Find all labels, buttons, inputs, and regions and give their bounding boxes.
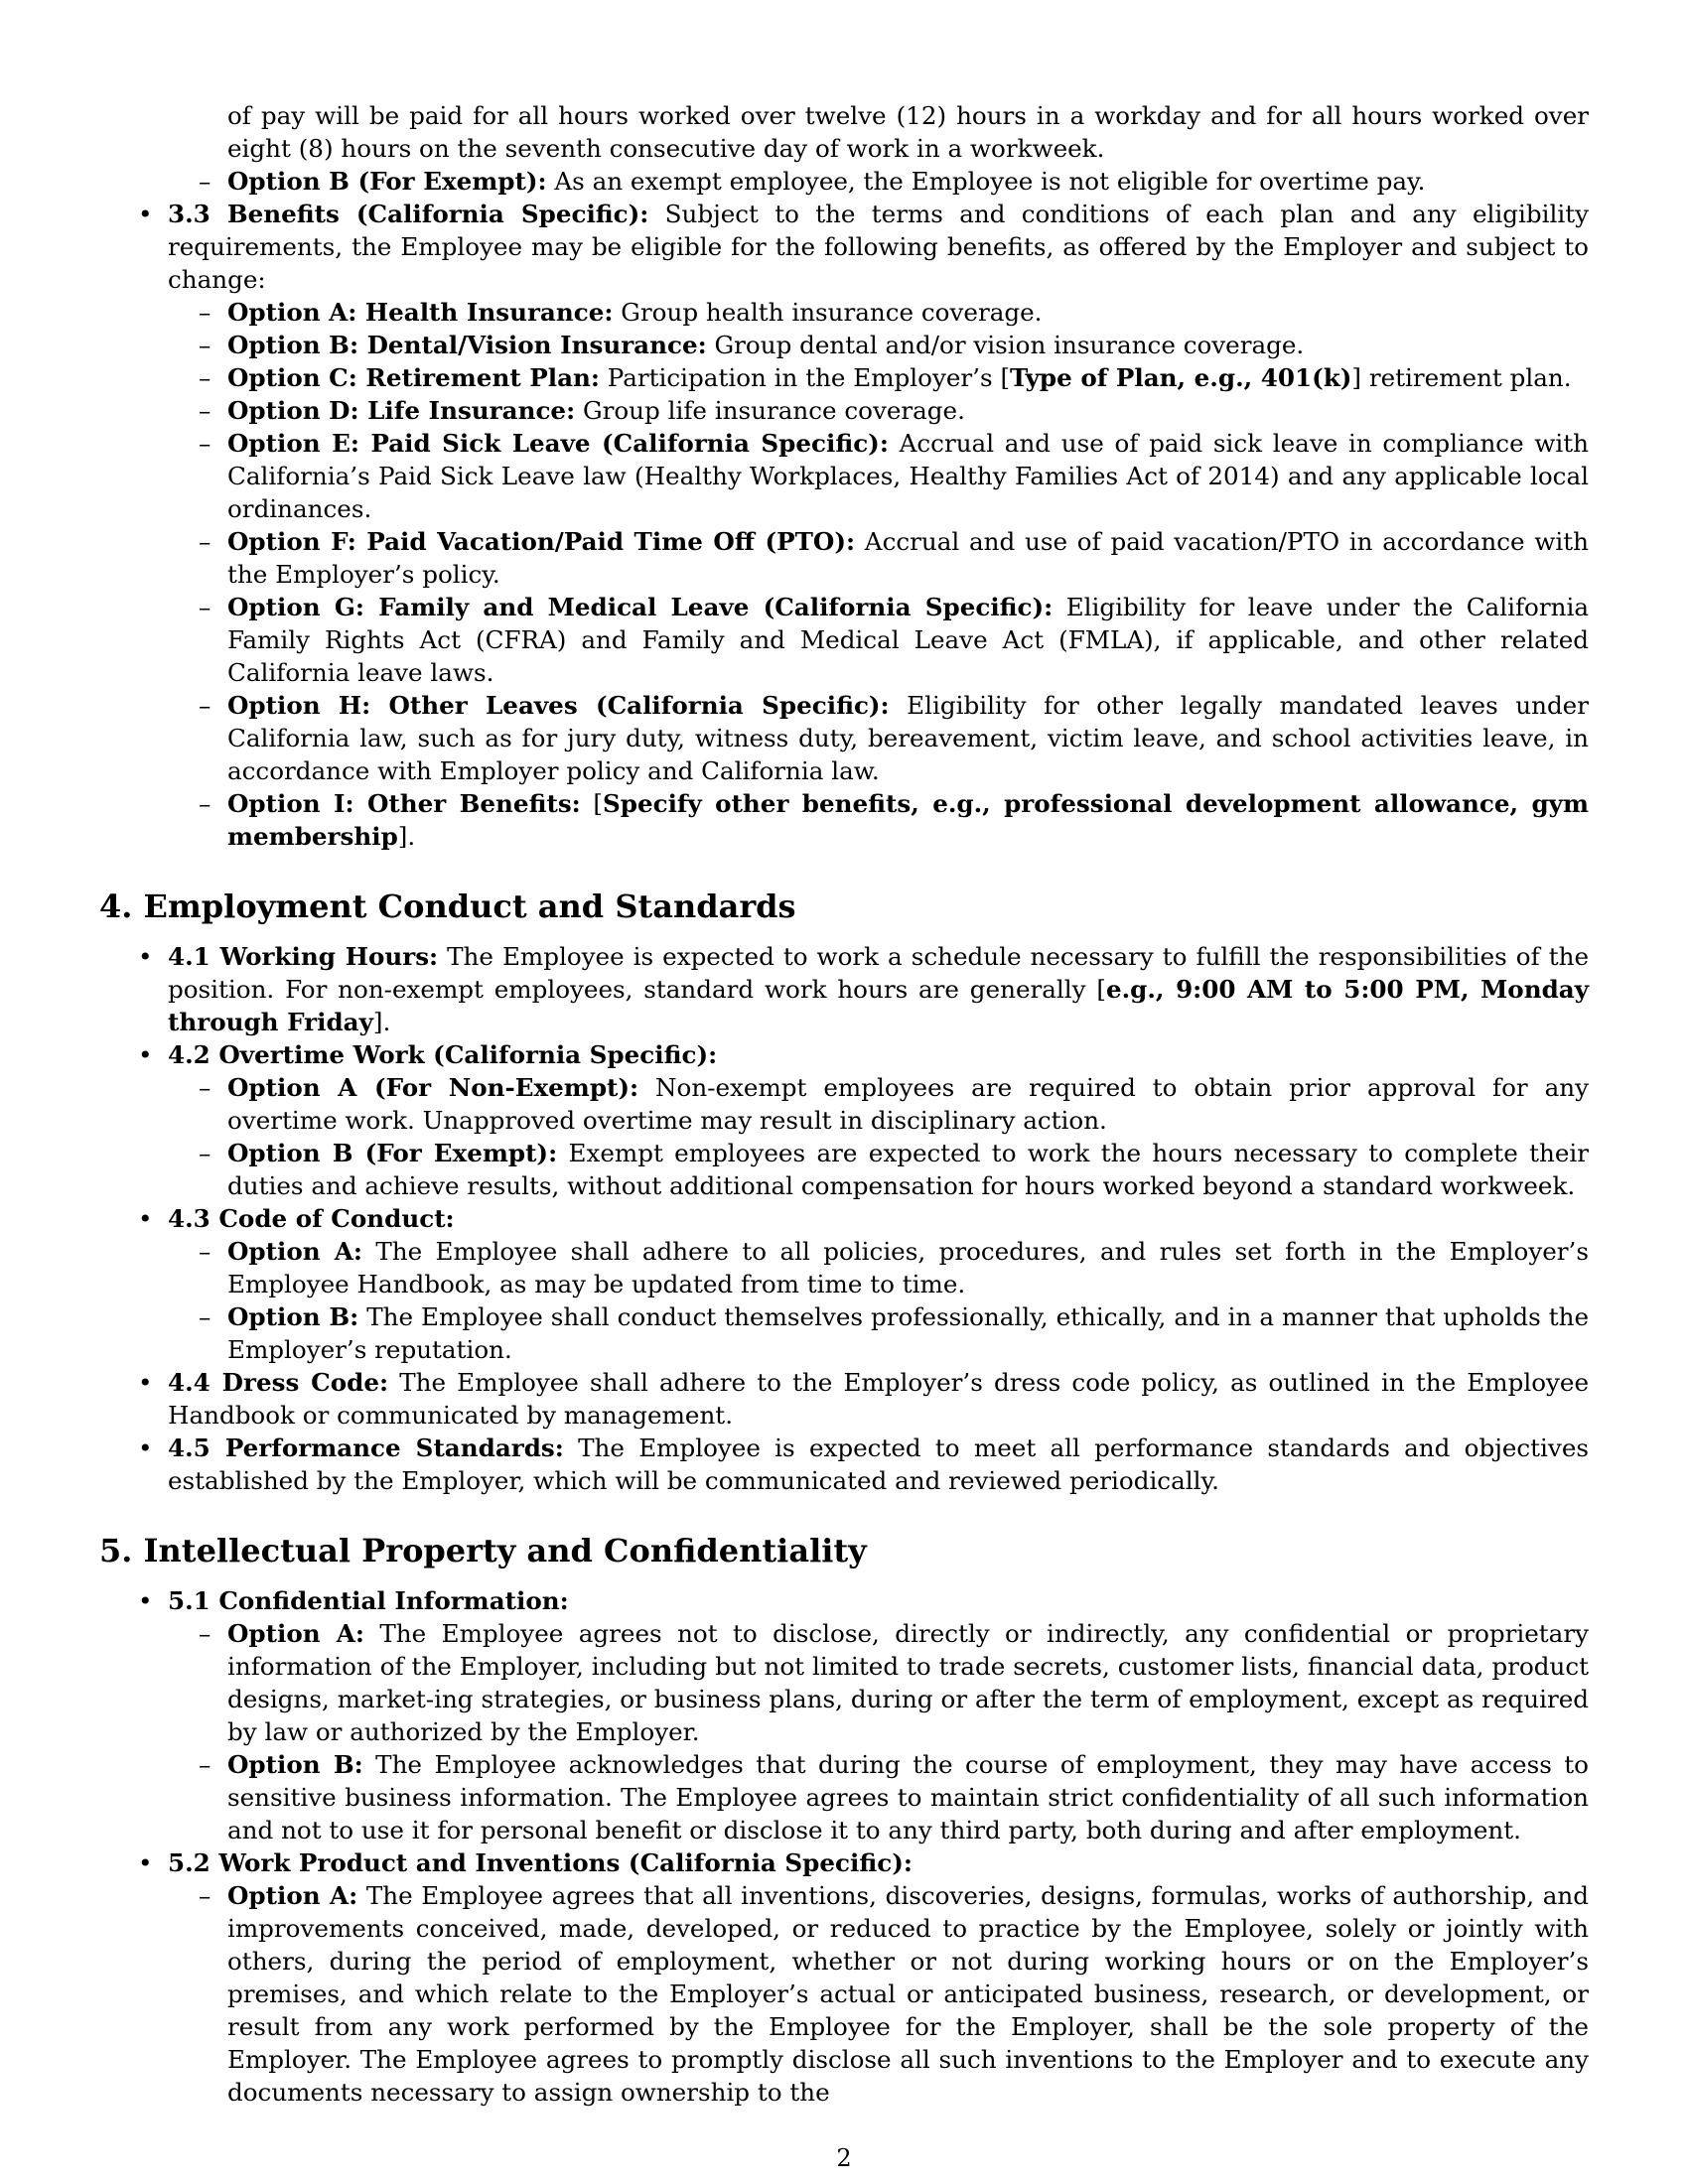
option-label: Option B (For Exempt): xyxy=(227,167,547,196)
list-item xyxy=(99,296,1589,329)
option-label: Option D: Life Insurance: xyxy=(227,396,576,425)
option-text: ] retirement plan. xyxy=(1351,363,1572,392)
overtime-continuation: of pay will be paid for all hours worked over twelve (12) hours in a workday and for all hours worked over eight (8) hours on the seventh consecutive day of work in a workweek. xyxy=(227,101,1589,163)
list-item xyxy=(99,1846,1589,1879)
item-text: The Employee is expected to work a schedule necessary to fulfill the responsibilities of the position. For non-exempt employees, standard work hours are generally [ xyxy=(168,942,1589,1004)
list-item xyxy=(99,1366,1589,1432)
option-text: The Employee agrees not to disclose, directly or indirectly, any confidential or proprietary information of the Employer, including but not limited to trade secrets, customer lists, financial data, product designs, market-ing strategies, or business plans, during or after the term of employment, except as required by law or authorized by the Employer. xyxy=(227,1619,1589,1746)
item-label: 5.1 Confidential Information: xyxy=(168,1586,569,1615)
list-item xyxy=(99,1137,1589,1202)
option-text: Non-exempt employees are required to obtain prior approval for any overtime work. Unapproved overtime may result in disciplinary action. xyxy=(227,1073,1589,1135)
option-label: Option A: Health Insurance: xyxy=(227,298,614,327)
item-label: 4.4 Dress Code: xyxy=(168,1368,389,1397)
page-content xyxy=(99,99,1589,2109)
option-label: Option B: xyxy=(227,1302,359,1331)
list-item xyxy=(99,1071,1589,1137)
item-label: 5.2 Work Product and Inventions (California Specific): xyxy=(168,1848,913,1877)
item-text: Subject to the terms and conditions of each plan and any eligibility requirements, the Employee may be eligible for the following benefits, as offered by the Employer and subject to change: xyxy=(168,200,1590,294)
item-label: 4.3 Code of Conduct: xyxy=(168,1204,455,1233)
placeholder-text: Specify other benefits, e.g., professional development allowance, gym membership xyxy=(227,789,1589,851)
option-text: [ xyxy=(580,789,603,818)
item-label: 4.1 Working Hours: xyxy=(168,942,439,971)
placeholder-text: e.g., 9:00 AM to 5:00 PM, Monday through Friday xyxy=(168,975,1589,1036)
option-text: The Employee shall conduct themselves professionally, ethically, and in a manner that upholds the Employer’s reputation. xyxy=(227,1302,1589,1364)
option-label: Option G: Family and Medical Leave (California Specific): xyxy=(227,593,1054,621)
section-heading: 4. Employment Conduct and Standards xyxy=(99,887,796,925)
option-label: Option A (For Non-Exempt): xyxy=(227,1073,639,1102)
list-item xyxy=(99,591,1589,689)
option-label: Option B: Dental/Vision Insurance: xyxy=(227,331,707,359)
benefits-item xyxy=(99,198,1589,296)
list-item xyxy=(99,787,1589,853)
option-text: As an exempt employee, the Employee is not eligible for overtime pay. xyxy=(546,167,1426,196)
option-label: Option A: xyxy=(227,1619,364,1648)
list-item xyxy=(99,1584,1589,1617)
option-label: Option B: xyxy=(227,1750,363,1779)
option-text: Eligibility for leave under the California Family Rights Act (CFRA) and Family and Medical Leave Act (FMLA), if applicable, and other related California leave laws. xyxy=(227,593,1589,687)
list-item xyxy=(99,165,1589,198)
item-text: The Employee shall adhere to the Employer’s dress code policy, as outlined in the Employee Handbook or communicated by management. xyxy=(168,1368,1589,1430)
item-label: 4.5 Performance Standards: xyxy=(168,1433,564,1462)
list-item xyxy=(99,1202,1589,1235)
option-text: Accrual and use of paid sick leave in compliance with California’s Paid Sick Leave law (Healthy Workplaces, Healthy Families Act of 2014) and any applicable local ordinances. xyxy=(227,429,1589,523)
option-text: Exempt employees are expected to work the hours necessary to complete their duties and achieve results, without additional compensation for hours worked beyond a standard workweek. xyxy=(227,1139,1590,1200)
list-item xyxy=(99,1617,1589,1748)
option-label: Option C: Retirement Plan: xyxy=(227,363,600,392)
list-item xyxy=(99,1038,1589,1071)
list-item xyxy=(99,329,1589,361)
list-item xyxy=(99,427,1589,525)
option-text: Group life insurance coverage. xyxy=(575,396,965,425)
list-item xyxy=(99,525,1589,591)
list-item xyxy=(99,1748,1589,1846)
list-item xyxy=(99,1879,1589,2109)
option-text: Participation in the Employer’s [ xyxy=(599,363,1011,392)
page-number: 2 xyxy=(836,2144,852,2172)
item-label: 4.2 Overtime Work (California Specific): xyxy=(168,1040,718,1069)
list-item xyxy=(99,1432,1589,1497)
list-item xyxy=(99,1235,1589,1300)
option-text: Eligibility for other legally mandated leaves under California law, such as for jury duty, witness duty, bereavement, victim leave, and school activities leave, in accordance with Employer policy and California law. xyxy=(227,691,1589,785)
option-text: Accrual and use of paid vacation/PTO in accordance with the Employer’s policy. xyxy=(227,527,1589,589)
option-text: The Employee shall adhere to all policies, procedures, and rules set forth in the Employer’s Employee Handbook, as may be updated from time to time. xyxy=(227,1237,1589,1298)
item-label: 3.3 Benefits (California Specific): xyxy=(168,200,649,228)
list-item xyxy=(99,1300,1589,1366)
item-text: The Employee is expected to meet all performance standards and objectives established by the Employer, which will be communicated and reviewed periodically. xyxy=(168,1433,1589,1495)
option-label: Option A: xyxy=(227,1237,362,1266)
item-text: ]. xyxy=(372,1008,391,1036)
option-label: Option H: Other Leaves (California Specific): xyxy=(227,691,890,720)
option-label: Option E: Paid Sick Leave (California Specific): xyxy=(227,429,889,458)
option-text: The Employee agrees that all inventions, discoveries, designs, formulas, works of authorship, and improvements conceived, made, developed, or reduced to practice by the Employee, solely or jointly with others, during the period of employment, whether or not during working hours or on the Employer’s premises, and which relate to the Employer’s actual or anticipated business, research, or development, or result from any work performed by the Employee for the Employer, shall be the sole property of the Employer. The Employee agrees to promptly disclose all such inventions to the Employer and to execute any documents necessary to assign ownership to the xyxy=(227,1881,1589,2107)
option-label: Option I: Other Benefits: xyxy=(227,789,581,818)
list-item xyxy=(99,361,1589,394)
option-text: Group health insurance coverage. xyxy=(613,298,1043,327)
list-item xyxy=(99,394,1589,427)
option-text: Group dental and/or vision insurance coverage. xyxy=(706,331,1305,359)
option-text: The Employee acknowledges that during the course of employment, they may have access to sensitive business information. The Employee agrees to maintain strict confidentiality of all such information and not to use it for personal benefit or disclose it to any third party, both during and after employment. xyxy=(227,1750,1589,1844)
list-item xyxy=(99,940,1589,1038)
option-label: Option F: Paid Vacation/Paid Time Off (PTO): xyxy=(227,527,856,556)
option-label: Option B (For Exempt): xyxy=(227,1139,558,1167)
placeholder-text: Type of Plan, e.g., 401(k) xyxy=(1010,363,1352,392)
section-heading: 5. Intellectual Property and Confidentiality xyxy=(99,1532,867,1570)
option-label: Option A: xyxy=(227,1881,358,1910)
option-text: ]. xyxy=(397,822,416,851)
list-item xyxy=(99,689,1589,787)
